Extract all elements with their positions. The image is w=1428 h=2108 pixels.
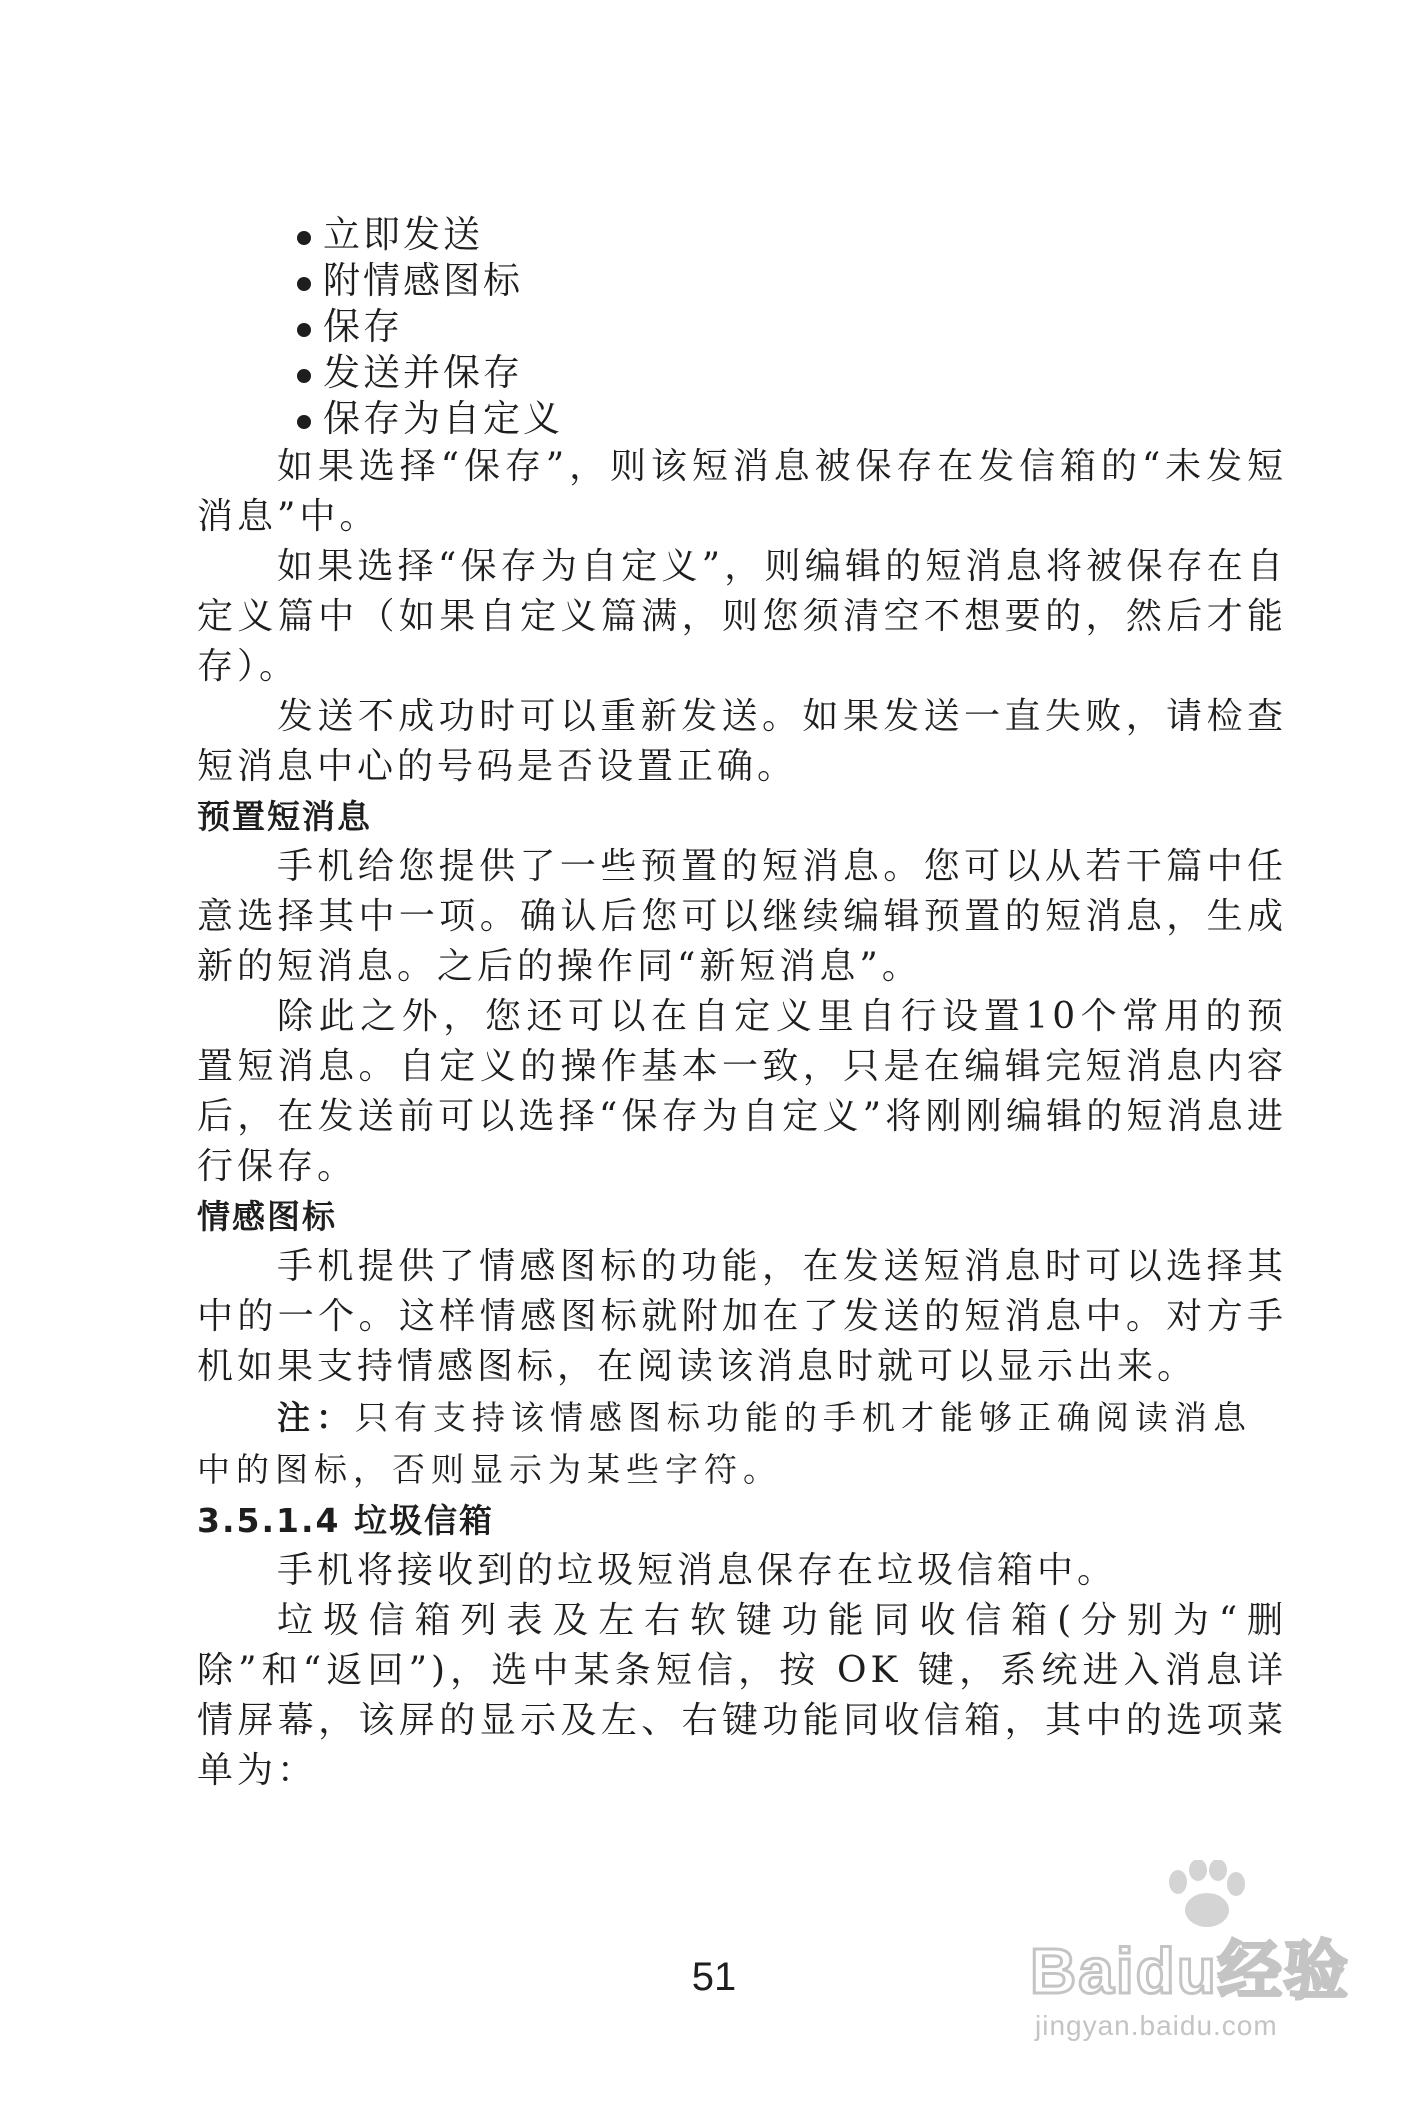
emoticon-heading: 情感图标: [197, 1197, 337, 1236]
save-paragraph: 如果选择“保存”，则该短消息被保存在发信箱的“未发短消息”中。: [197, 446, 1287, 537]
watermark-url: jingyan.baidu.com: [1035, 2010, 1278, 2041]
emoticon-paragraph: 手机提供了情感图标的功能，在发送短消息时可以选择其中的一个。这样情感图标就附加在了发送的短消息中。对方手机如果支持情感图标，在阅读该消息时就可以显示出来。: [197, 1246, 1287, 1387]
bullet-icon: [297, 323, 311, 337]
document-page: [197, 212, 1287, 1796]
note-text: 只有支持该情感图标功能的手机才能够正确阅读消息中的图标，否则显示为某些字符。: [197, 1398, 1252, 1489]
send-fail-paragraph: 发送不成功时可以重新发送。如果发送一直失败，请检查短消息中心的号码是否设置正确。: [197, 696, 1287, 787]
note-label: 注：: [277, 1398, 355, 1437]
junk-heading: 3.5.1.4 垃圾信箱: [197, 1501, 494, 1540]
watermark-brand: Baidu经验: [1030, 1935, 1350, 2007]
list-item: 附情感图标: [297, 258, 1287, 304]
bullet-icon: [297, 231, 311, 245]
list-item: 发送并保存: [297, 350, 1287, 396]
bullet-icon: [297, 277, 311, 291]
list-item: 保存为自定义: [297, 396, 1287, 442]
emoticon-note: [197, 1392, 1287, 1496]
list-item: 保存: [297, 304, 1287, 350]
list-item: 立即发送: [297, 212, 1287, 258]
save-custom-paragraph: 如果选择“保存为自定义”，则编辑的短消息将被保存在自定义篇中（如果自定义篇满，则您须清空不想要的，然后才能存）。: [197, 546, 1287, 687]
bullet-icon: [297, 369, 311, 383]
send-options-list: [297, 212, 1287, 442]
preset-paragraph-2: 除此之外，您还可以在自定义里自行设置10个常用的预置短消息。自定义的操作基本一致，只是在编辑完短消息内容后，在发送前可以选择“保存为自定义”将刚刚编辑的短消息进行保存。: [197, 996, 1287, 1187]
bullet-icon: [297, 415, 311, 429]
junk-paragraph-1: 手机将接收到的垃圾短消息保存在垃圾信箱中。: [277, 1550, 1118, 1591]
page-number: 51: [691, 1955, 737, 1999]
preset-heading: 预置短消息: [197, 797, 372, 836]
junk-paragraph-2: 垃圾信箱列表及左右软键功能同收信箱(分别为“删除”和“返回”)，选中某条短信，按 OK 键，系统进入消息详情屏幕，该屏的显示及左、右键功能同收信箱，其中的选项菜单为：: [197, 1600, 1287, 1791]
preset-paragraph-1: 手机给您提供了一些预置的短消息。您可以从若干篇中任意选择其中一项。确认后您可以继续编辑预置的短消息，生成新的短消息。之后的操作同“新短消息”。: [197, 846, 1287, 987]
baidu-watermark: [1000, 1860, 1380, 2060]
